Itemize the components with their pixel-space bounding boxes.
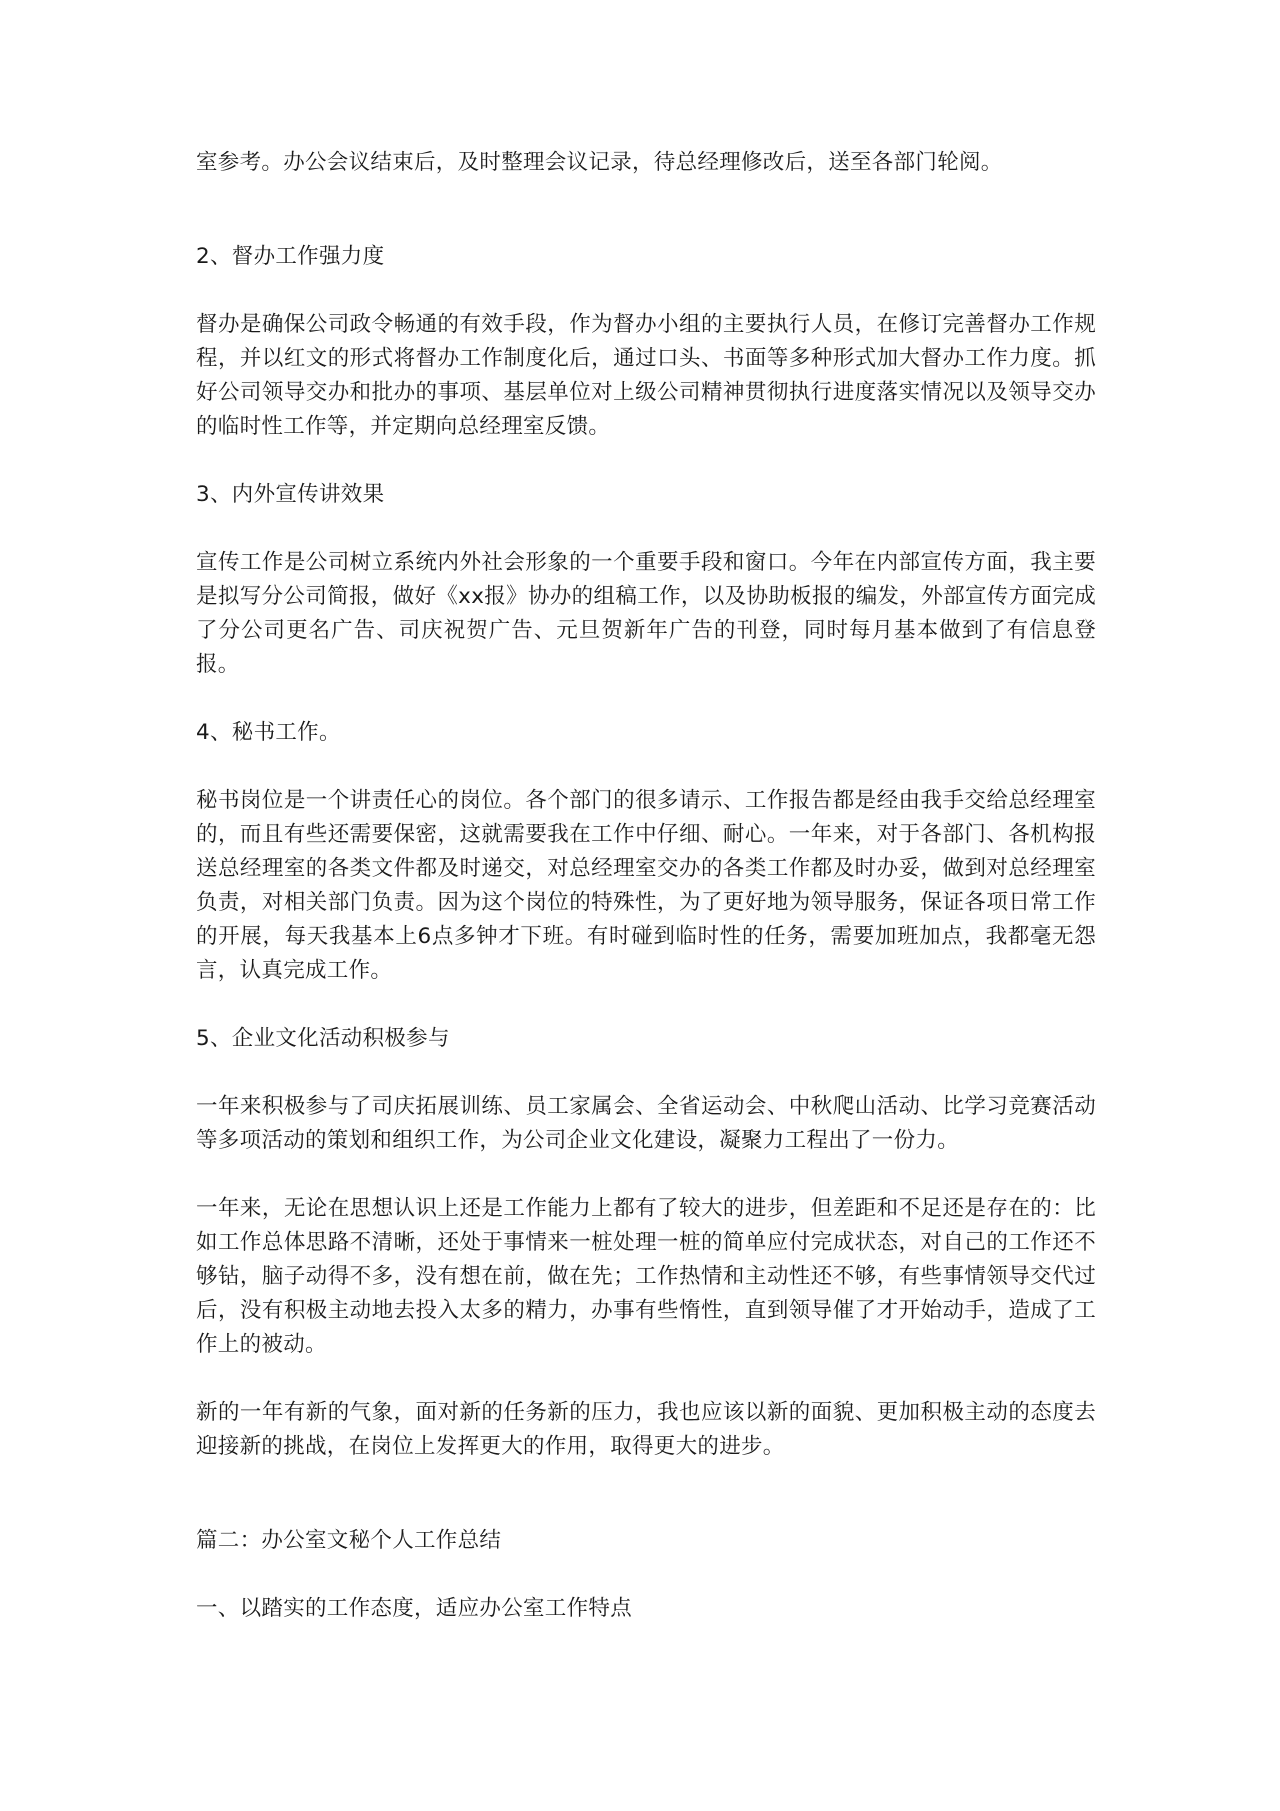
paragraph-shortcomings: 一年来，无论在思想认识上还是工作能力上都有了较大的进步，但差距和不足还是存在的：比如工作总体思路不清晰，还处于事情来一桩处理一桩的简单应付完成状态，对自己的工作还不够钻，脑子动得不多，没有想在前，做在先；工作热情和主动性还不够，有些事情领导交代过后，没有积极主动地去投入太多的精力，办事有些惰性，直到领导催了才开始动手，造成了工作上的被动。 (196, 1196, 1096, 1357)
paragraph-secretary-work: 秘书岗位是一个讲责任心的岗位。各个部门的很多请示、工作报告都是经由我手交给总经理室的，而且有些还需要保密，这就需要我在工作中仔细、耐心。一年来，对于各部门、各机构报送总经理室的各类文件都及时递交，对总经理室交办的各类工作都及时办妥，做到对总经理室负责，对相关部门负责。因为这个岗位的特殊性，为了更好地为领导服务，保证各项日常工作的开展，每天我基本上6点多钟才下班。有时碰到临时性的任务，需要加班加点，我都毫无怨言，认真完成工作。 (196, 788, 1096, 983)
paragraph-new-year: 新的一年有新的气象，面对新的任务新的压力，我也应该以新的面貌、更加积极主动的态度去迎接新的挑战，在岗位上发挥更大的作用，取得更大的进步。 (196, 1400, 1096, 1459)
heading-section-one: 一、以踏实的工作态度，适应办公室工作特点 (196, 1596, 633, 1621)
heading-publicity: 3、内外宣传讲效果 (196, 482, 385, 507)
paragraph-meeting-notes: 室参考。办公会议结束后，及时整理会议记录，待总经理修改后，送至各部门轮阅。 (196, 150, 1003, 175)
heading-supervision: 2、督办工作强力度 (196, 244, 385, 269)
paragraph-corporate-culture: 一年来积极参与了司庆拓展训练、员工家属会、全省运动会、中秋爬山活动、比学习竞赛活动等多项活动的策划和组织工作，为公司企业文化建设，凝聚力工程出了一份力。 (196, 1094, 1096, 1153)
heading-corporate-culture: 5、企业文化活动积极参与 (196, 1026, 450, 1051)
heading-part-two: 篇二：办公室文秘个人工作总结 (196, 1528, 502, 1553)
document-page (196, 146, 1096, 1626)
paragraph-publicity: 宣传工作是公司树立系统内外社会形象的一个重要手段和窗口。今年在内部宣传方面，我主要是拟写分公司简报，做好《xx报》协办的组稿工作，以及协助板报的编发，外部宣传方面完成了分公司更名广告、司庆祝贺广告、元旦贺新年广告的刊登，同时每月基本做到了有信息登报。 (196, 550, 1096, 677)
paragraph-supervision: 督办是确保公司政令畅通的有效手段，作为督办小组的主要执行人员，在修订完善督办工作规程，并以红文的形式将督办工作制度化后，通过口头、书面等多种形式加大督办工作力度。抓好公司领导交办和批办的事项、基层单位对上级公司精神贯彻执行进度落实情况以及领导交办的临时性工作等，并定期向总经理室反馈。 (196, 312, 1096, 439)
heading-secretary-work: 4、秘书工作。 (196, 720, 341, 745)
